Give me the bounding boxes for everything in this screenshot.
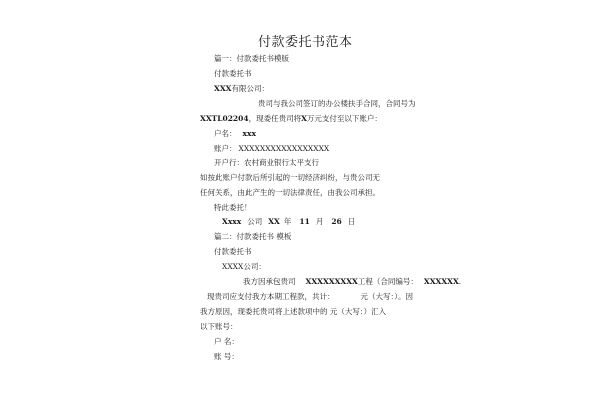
- signature-row: [222, 217, 355, 226]
- part2-heading: 篇二：付款委托书 模板: [214, 232, 292, 241]
- part2-line2-start: 现贵司应支付我方本期工程款，共计：: [207, 292, 335, 301]
- part2-account-name-label: 户 名：: [214, 337, 239, 346]
- account-number-label: 账户：: [214, 144, 237, 153]
- part2-line1-mid: 工程（合同编号：: [357, 277, 418, 286]
- part1-recipient: [214, 84, 269, 93]
- part2-line2: [207, 292, 413, 301]
- contract-number: XXTL02204: [200, 114, 249, 123]
- account-name-value: xxx: [242, 129, 256, 138]
- bank-row: [214, 158, 319, 167]
- liability-line2: 任何关系，由此产生的一切法律责任，由我公司承担。: [200, 188, 380, 197]
- bank-label: 开户行：: [214, 158, 244, 167]
- part1-heading: 篇一：付款委托书模版: [214, 54, 289, 63]
- signature-month-unit: 月: [315, 217, 324, 226]
- signature-day: 26: [331, 217, 342, 226]
- signature-year: XX: [268, 217, 280, 226]
- part1-body-line1: 贵司与我公司签订的办公楼扶手合同，合同号为: [258, 99, 416, 108]
- part2-line4: 以下账号：: [200, 322, 238, 331]
- body-line2-end: 万元支付至以下账户：: [306, 114, 382, 123]
- part2-line1-end: .: [458, 277, 462, 286]
- part2-line1-start: 我方因承包贵司: [243, 277, 296, 286]
- body-line2-mid: ，现委任贵司将: [248, 114, 302, 123]
- signature-year-unit: 年: [283, 217, 292, 226]
- recipient-name: XXX: [214, 84, 232, 93]
- recipient-suffix: 有限公司：: [231, 84, 269, 93]
- part2-contract-number: XXXXXX: [423, 277, 459, 286]
- account-name-label: 户名：: [214, 129, 237, 138]
- signature-day-unit: 日: [347, 217, 356, 226]
- part2-line1: [243, 277, 461, 286]
- part2-recipient: XXXX公司：: [222, 262, 266, 271]
- signature-name: Xxxx: [222, 217, 242, 226]
- signature-month: 11: [299, 217, 310, 226]
- project-placeholder: XXXXXXXXX: [305, 277, 358, 286]
- signature-company: 公司: [247, 217, 263, 226]
- bank-value: 农村商业银行太平支行: [244, 158, 319, 167]
- amount-placeholder: X: [301, 114, 307, 123]
- part1-body-line2: [200, 114, 382, 123]
- part2-account-number-label: 账 号：: [214, 352, 239, 361]
- part2-doc-title: 付款委托书: [214, 247, 252, 256]
- part2-line3: 我方原因，现委托贵司将上述款项中的 元（大写：）汇入: [200, 307, 387, 316]
- part2-line2-end: 元（大写：）。因: [360, 292, 413, 301]
- account-number-value: XXXXXXXXXXXXXXXXX: [238, 144, 330, 153]
- closing-text: 特此委托！: [214, 203, 252, 212]
- account-number-row: [214, 144, 329, 153]
- part1-doc-title: 付款委托书: [214, 69, 252, 78]
- account-name-row: [214, 129, 256, 138]
- liability-line1: 如按此账户付款后所引起的一切经济纠纷，与贵公司无: [200, 173, 380, 182]
- document-title: 付款委托书范本: [258, 35, 353, 50]
